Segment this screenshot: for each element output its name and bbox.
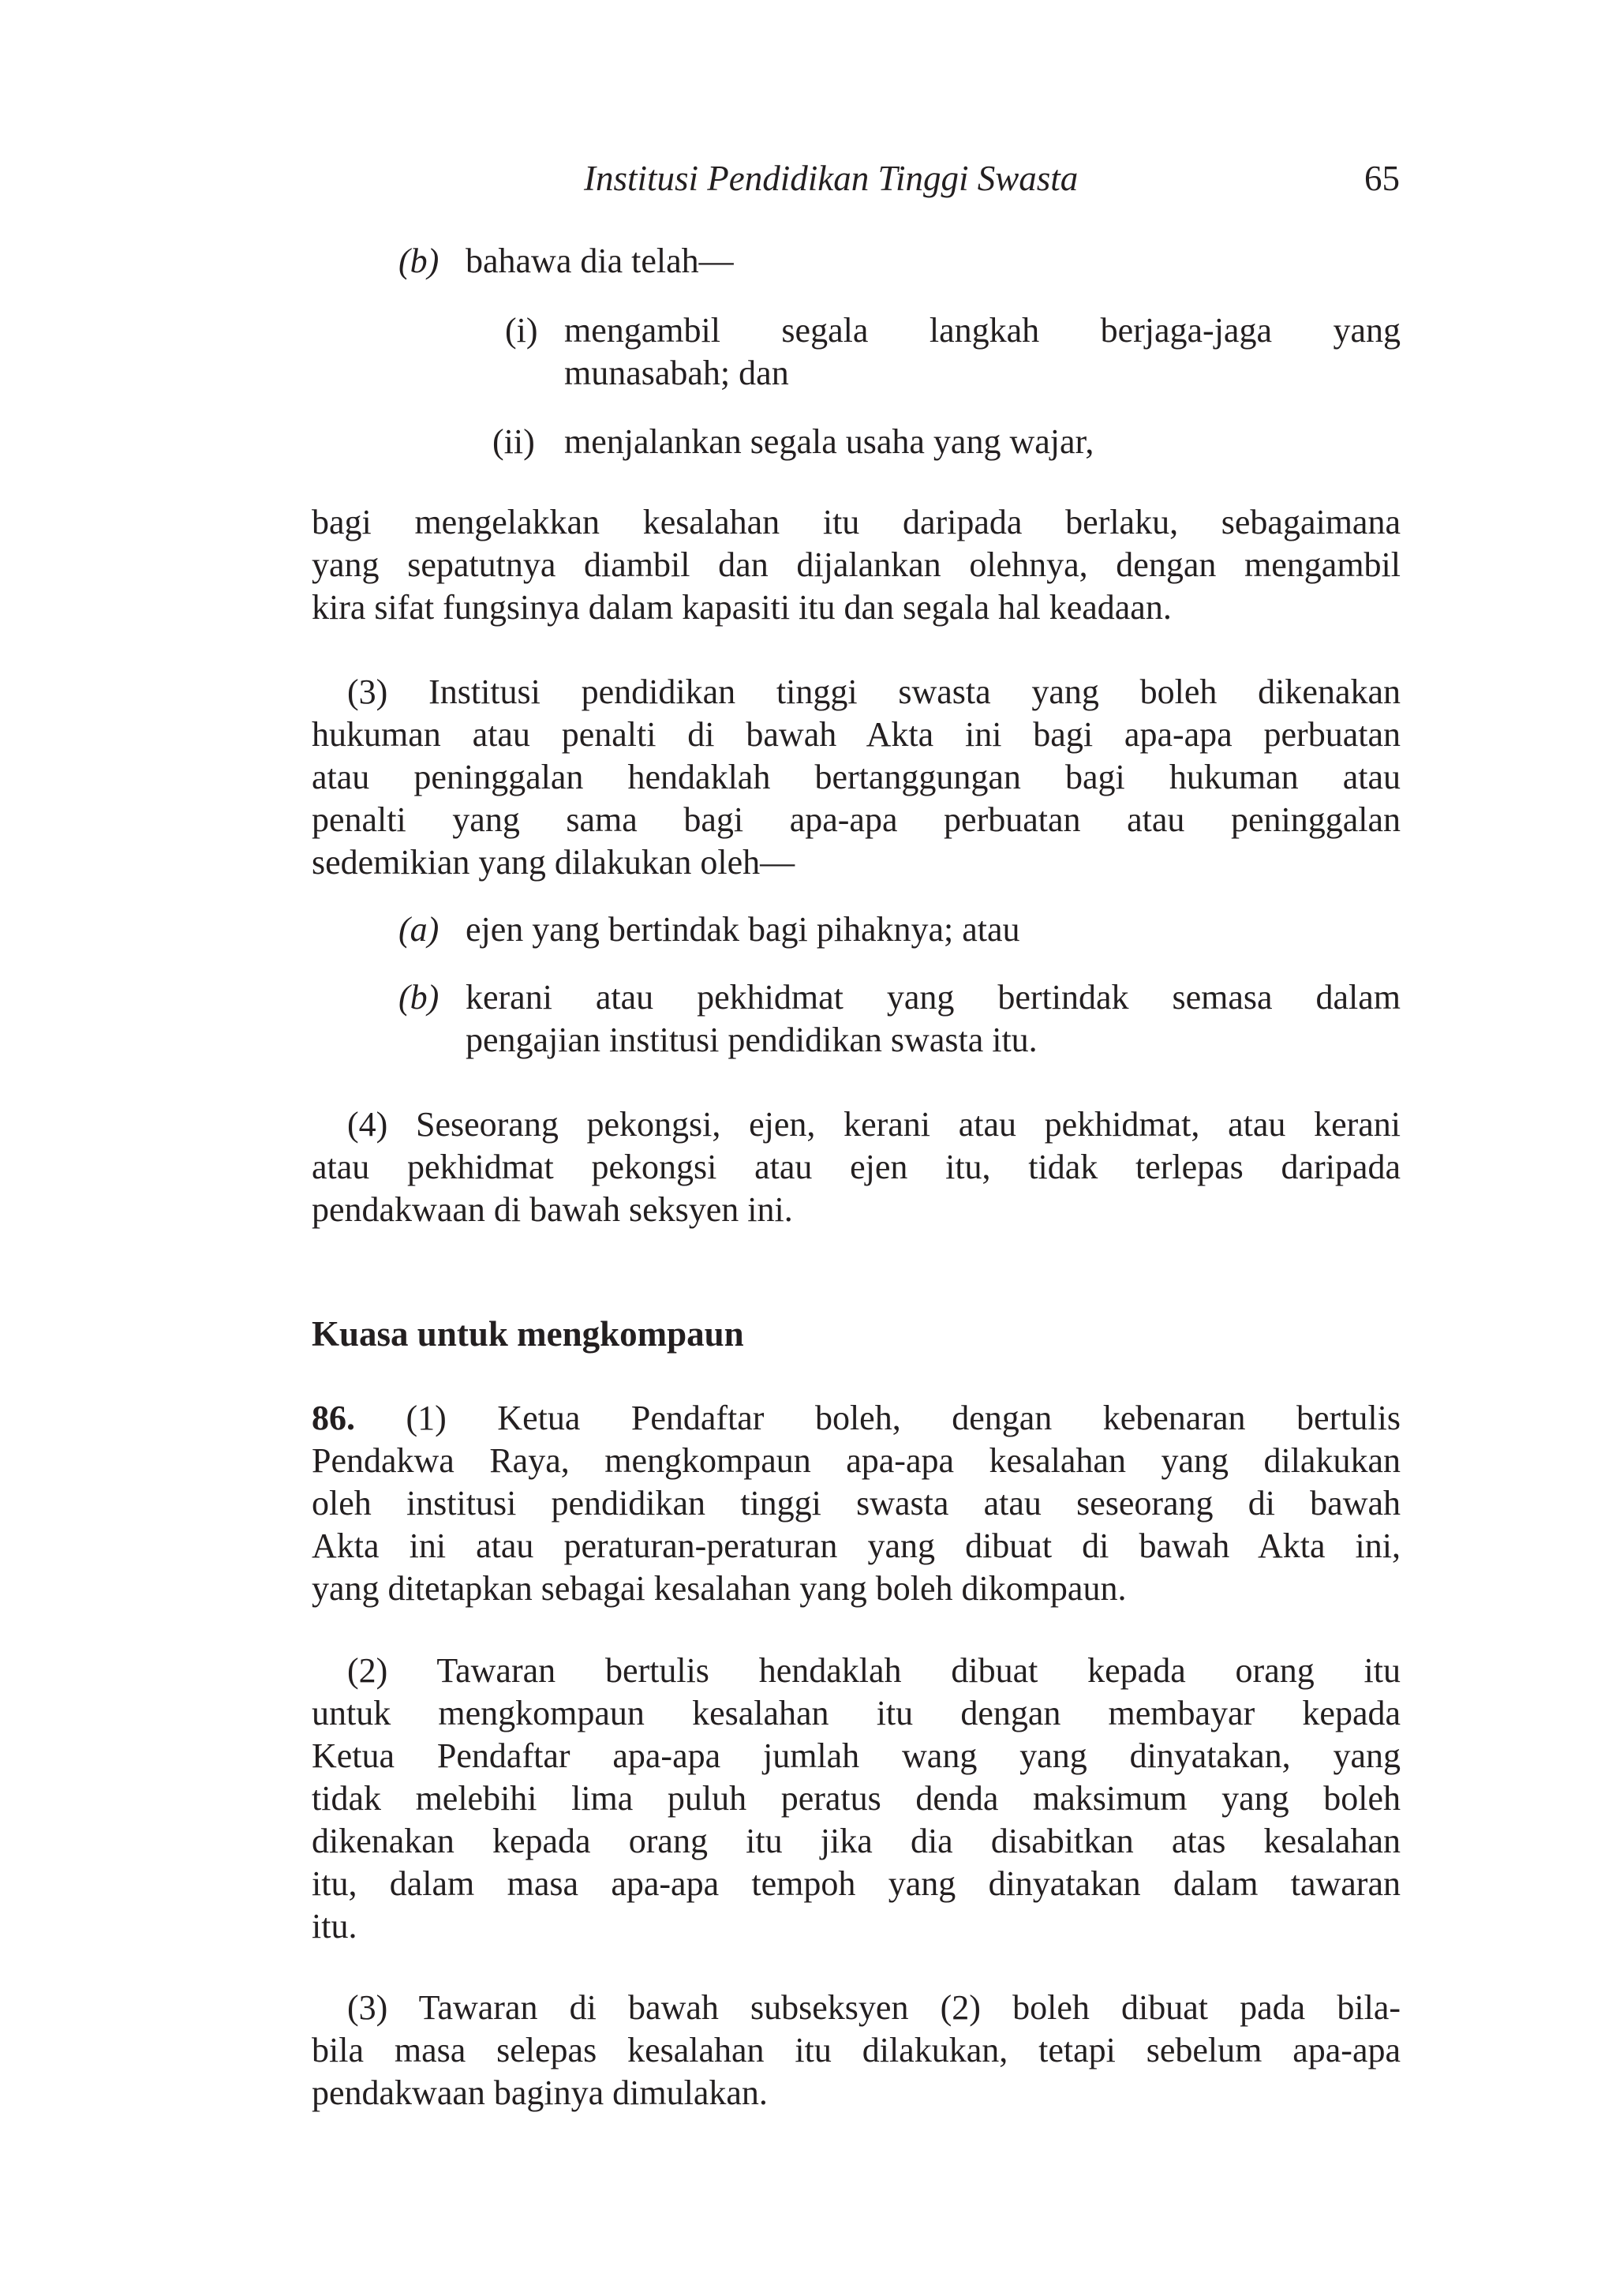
item-ii-text: menjalankan segala usaha yang wajar, (564, 422, 1094, 461)
running-header-title: Institusi Pendidikan Tinggi Swasta (584, 159, 1079, 198)
section-86-3 (312, 1987, 1401, 2114)
subsection-3 (312, 671, 1401, 884)
text-line: itu, dalam masa apa-apa tempoh yang dinyatakan dalam tawaran (312, 1864, 1401, 1903)
page-number: 65 (1364, 159, 1400, 198)
text-line (312, 1397, 1401, 1440)
text-line: Akta ini atau peraturan-peraturan yang dibuat di bawah Akta ini, (312, 1526, 1401, 1565)
item-i-label: (i) (505, 311, 538, 350)
text-line: dikenakan kepada orang itu jika dia disabitkan atas kesalahan (312, 1822, 1401, 1860)
text-line: (4) Seseorang pekongsi, ejen, kerani atau pekhidmat, atau kerani (347, 1105, 1401, 1144)
item-i-text (564, 309, 1401, 395)
text-line: pengajian institusi pendidikan swasta itu. (466, 1021, 1038, 1059)
section-86-1 (312, 1397, 1401, 1610)
text-line: Pendakwa Raya, mengkompaun apa-apa kesalahan yang dilakukan (312, 1441, 1401, 1480)
text-line: penalti yang sama bagi apa-apa perbuatan atau peninggalan (312, 800, 1401, 839)
item-i-line: mengambil segala langkah berjaga-jaga yang (564, 311, 1401, 350)
text-line: itu. (312, 1907, 357, 1946)
text-line: (3) Tawaran di bawah subseksyen (2) boleh dibuat pada bila- (347, 1988, 1401, 2027)
text-line: pendakwaan di bawah seksyen ini. (312, 1190, 793, 1229)
section-86-line1: (1) Ketua Pendaftar boleh, dengan kebenaran bertulis (406, 1399, 1401, 1437)
text-line: bagi mengelakkan kesalahan itu daripada berlaku, sebagaimana (312, 503, 1401, 541)
text-line: pendakwaan baginya dimulakan. (312, 2073, 768, 2112)
subsection-4 (312, 1103, 1401, 1231)
text-line: bila masa selepas kesalahan itu dilakukan, tetapi sebelum apa-apa (312, 2031, 1401, 2069)
text-line: (3) Institusi pendidikan tinggi swasta yang boleh dikenakan (347, 672, 1401, 711)
text-line: (2) Tawaran bertulis hendaklah dibuat kepada orang itu (347, 1651, 1401, 1690)
section-number: 86. (312, 1399, 355, 1437)
text-line: untuk mengkompaun kesalahan itu dengan membayar kepada (312, 1694, 1401, 1732)
item-b-label: (b) (398, 242, 440, 280)
section-86-2 (312, 1650, 1401, 1948)
text-line: oleh institusi pendidikan tinggi swasta atau seseorang di bawah (312, 1484, 1401, 1523)
text-line: yang sepatutnya diambil dan dijalankan olehnya, dengan mengambil (312, 545, 1401, 584)
item-i-line: munasabah; dan (564, 354, 789, 392)
item-b-text: bahawa dia telah— (466, 242, 734, 280)
paragraph-tail (312, 501, 1401, 629)
text-line: hukuman atau penalti di bawah Akta ini bagi apa-apa perbuatan (312, 715, 1401, 754)
item-a-label: (a) (398, 910, 440, 949)
item-b2-label: (b) (398, 978, 440, 1017)
text-line: atau peninggalan hendaklah bertanggungan bagi hukuman atau (312, 758, 1401, 796)
text-line: sedemikian yang dilakukan oleh— (312, 843, 795, 882)
text-line: atau pekhidmat pekongsi atau ejen itu, tidak terlepas daripada (312, 1148, 1401, 1186)
section-heading: Kuasa untuk mengkompaun (312, 1314, 744, 1354)
text-line: Ketua Pendaftar apa-apa jumlah wang yang dinyatakan, yang (312, 1736, 1401, 1775)
item-b2-text (466, 976, 1401, 1062)
text-line: kerani atau pekhidmat yang bertindak semasa dalam (466, 978, 1401, 1017)
text-line: yang ditetapkan sebagai kesalahan yang boleh dikompaun. (312, 1569, 1127, 1608)
text-line: tidak melebihi lima puluh peratus denda maksimum yang boleh (312, 1779, 1401, 1818)
item-a-text: ejen yang bertindak bagi pihaknya; atau (466, 910, 1020, 949)
text-line: kira sifat fungsinya dalam kapasiti itu dan segala hal keadaan. (312, 588, 1172, 627)
item-ii-label: (ii) (492, 422, 535, 461)
